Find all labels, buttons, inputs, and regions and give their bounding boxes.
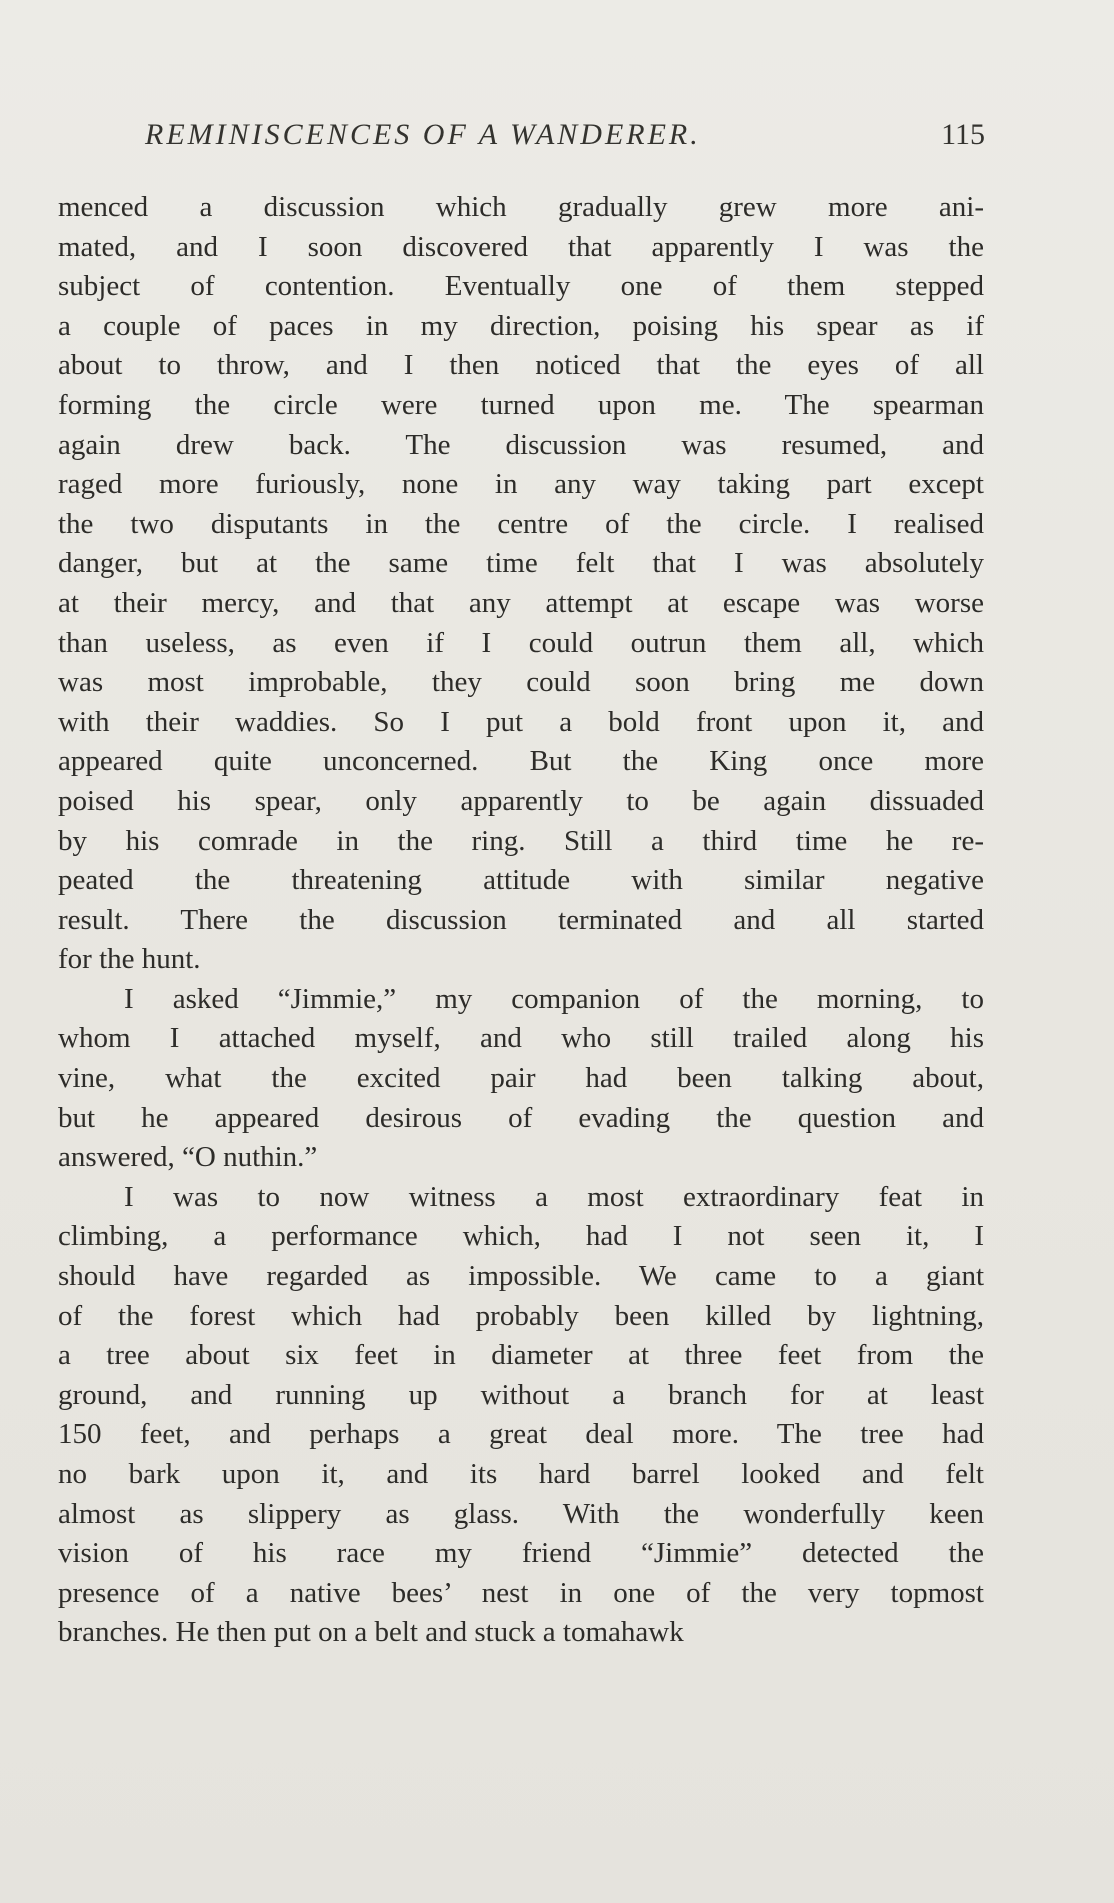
text-line: almost as slippery as glass. With the wonderfully keen xyxy=(58,1497,984,1530)
text-line: by his comrade in the ring. Still a third time he re- xyxy=(58,824,984,857)
text-line: ground, and running up without a branch for at least xyxy=(58,1378,984,1411)
text-line: raged more furiously, none in any way taking part except xyxy=(58,468,984,501)
text-line: whom I attached myself, and who still trailed along his xyxy=(58,1022,984,1055)
text-line: was most improbable, they could soon bring me down xyxy=(58,666,984,699)
text-line: but he appeared desirous of evading the question and xyxy=(58,1101,984,1134)
text-line: appeared quite unconcerned. But the King once more xyxy=(58,745,984,778)
text-line: vision of his race my friend “Jimmie” detected the xyxy=(58,1537,984,1570)
text-line: with their waddies. So I put a bold front upon it, and xyxy=(58,705,984,738)
running-title: REMINISCENCES OF A WANDERER. xyxy=(145,118,701,151)
text-line: of the forest which had probably been killed by lightning, xyxy=(58,1299,984,1332)
text-line: I asked “Jimmie,” my companion of the morning, to xyxy=(124,982,984,1015)
text-line: at their mercy, and that any attempt at escape was worse xyxy=(58,586,984,619)
text-line: presence of a native bees’ nest in one of the very topmost xyxy=(58,1576,984,1609)
text-line: branches. He then put on a belt and stuck a tomahawk xyxy=(58,1616,684,1649)
page-number: 115 xyxy=(941,118,985,151)
text-line: subject of contention. Eventually one of them stepped xyxy=(58,270,984,303)
text-line: peated the threatening attitude with similar negative xyxy=(58,864,984,897)
text-line: poised his spear, only apparently to be again dissuaded xyxy=(58,784,984,817)
text-line: about to throw, and I then noticed that the eyes of all xyxy=(58,349,984,382)
text-line: 150 feet, and perhaps a great deal more. The tree had xyxy=(58,1418,984,1451)
text-line: the two disputants in the centre of the circle. I realised xyxy=(58,507,984,540)
text-line: climbing, a performance which, had I not seen it, I xyxy=(58,1220,984,1253)
text-line: result. There the discussion terminated and all started xyxy=(58,903,984,936)
text-line: than useless, as even if I could outrun them all, which xyxy=(58,626,984,659)
text-line: answered, “O nuthin.” xyxy=(58,1141,318,1174)
text-line: should have regarded as impossible. We came to a giant xyxy=(58,1260,984,1293)
text-line: no bark upon it, and its hard barrel looked and felt xyxy=(58,1458,984,1490)
text-line: vine, what the excited pair had been talking about, xyxy=(58,1062,984,1095)
text-line: forming the circle were turned upon me. The spearman xyxy=(58,388,984,421)
text-line: a couple of paces in my direction, poising his spear as if xyxy=(58,309,984,342)
text-line: I was to now witness a most extraordinary feat in xyxy=(124,1180,984,1213)
text-line: danger, but at the same time felt that I was absolutely xyxy=(58,547,984,580)
running-head xyxy=(135,118,985,158)
text-line: menced a discussion which gradually grew more ani- xyxy=(58,191,984,223)
text-line: for the hunt. xyxy=(58,943,201,976)
text-line: mated, and I soon discovered that apparently I was the xyxy=(58,230,984,263)
text-line: a tree about six feet in diameter at three feet from the xyxy=(58,1339,984,1372)
text-line: again drew back. The discussion was resumed, and xyxy=(58,428,984,461)
body-text xyxy=(58,188,984,1653)
